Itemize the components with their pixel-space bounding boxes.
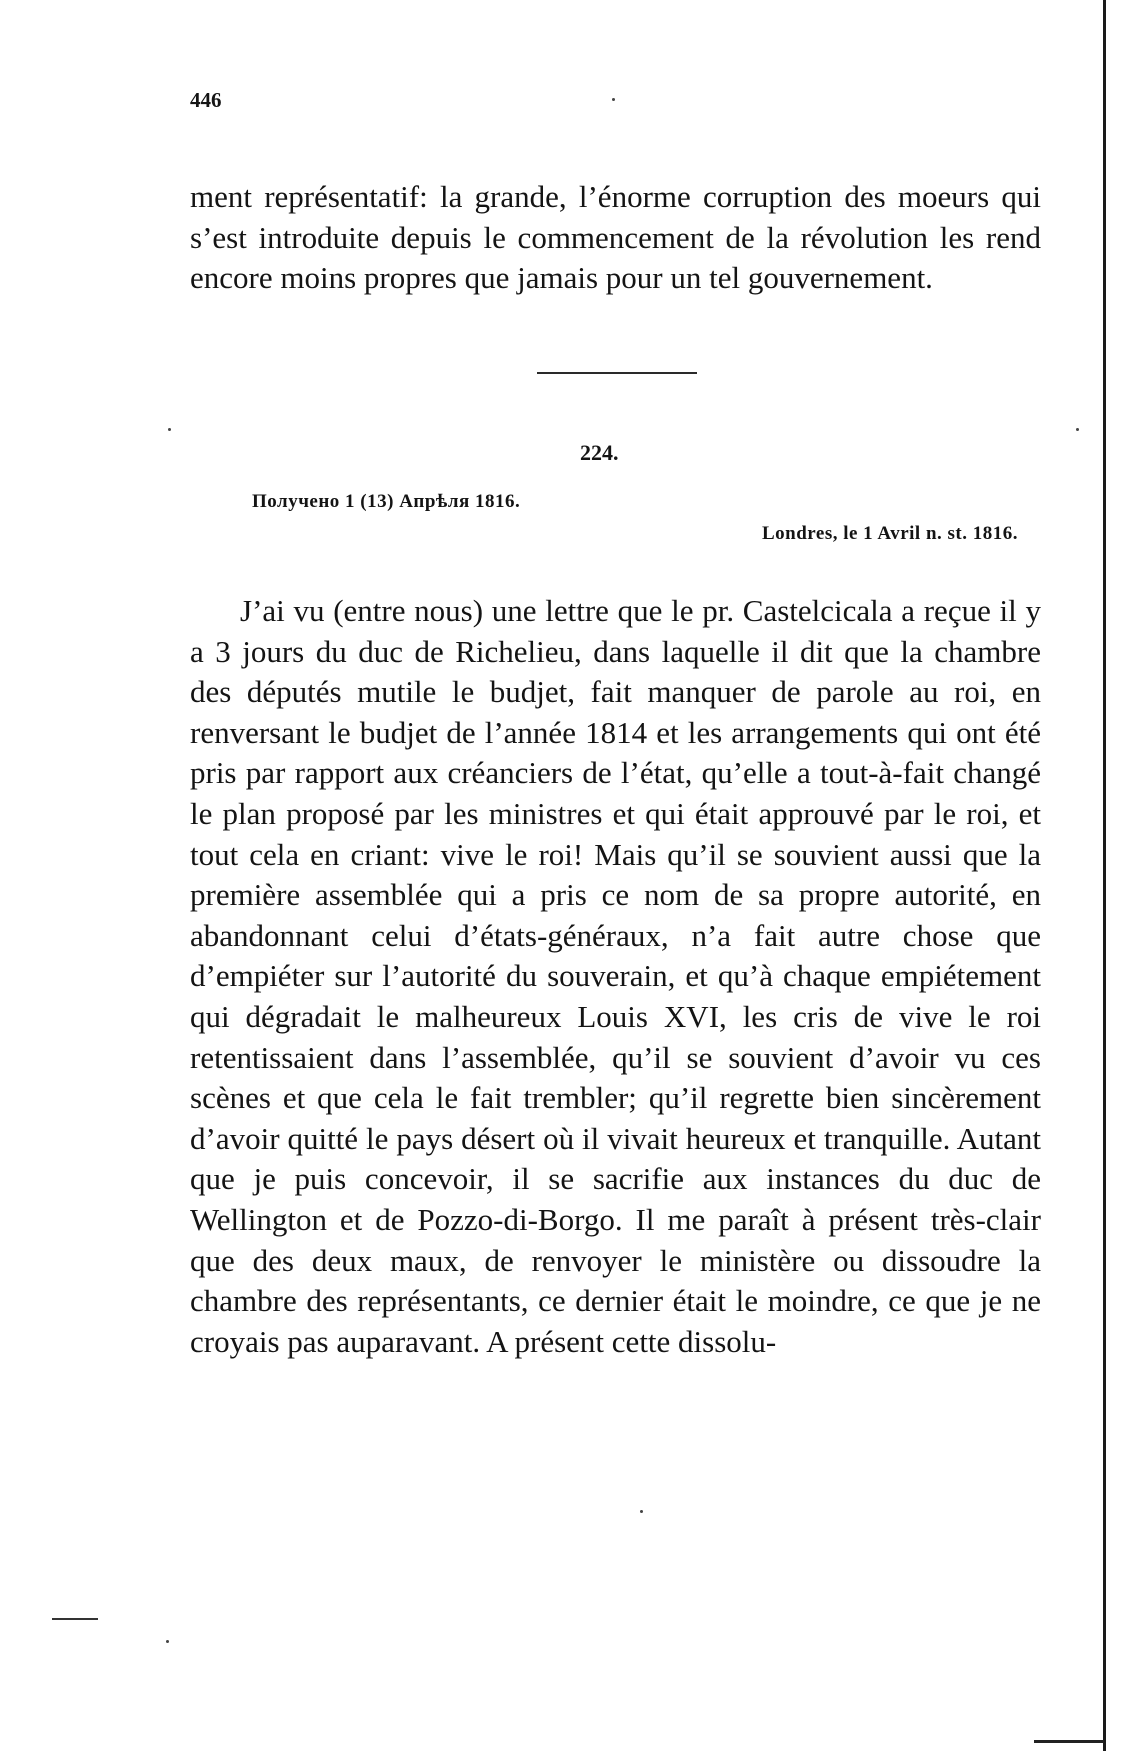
scan-speck <box>166 1640 169 1643</box>
corner-mark <box>1034 1740 1104 1743</box>
continued-paragraph: ment représentatif: la grande, l’énorme corruption des moeurs qui s’est introduite depuis le commencement de la révolution les rend encore moins propres que jamais pour un tel gouvernement. <box>190 179 1041 296</box>
page-binding-edge <box>1103 0 1106 1751</box>
letter-number: 224. <box>580 440 619 465</box>
scan-speck <box>1076 428 1079 431</box>
margin-mark <box>52 1618 98 1620</box>
letter-body: J’ai vu (entre nous) une lettre que le pr. Castelcicala a reçue il y a 3 jours du duc de Richelieu, dans laquelle il dit que la chambre des députés mutile le budjet, fait manquer de parole au roi, en renversant le budjet de l’année 1814 et les arrangements qui ont été pris par rapport aux créanciers de l’état, qu’elle a tout-à-fait changé le plan proposé par les ministres et qui était approuvé par le roi, et tout cela en criant: vive le roi! Mais qu’il se souvient aussi que la première assemblée qui a pris ce nom de sa propre autorité, en abandonnant celui d’états-généraux, n’a fait autre chose que d’empiéter sur l’autorité du souverain, et qu’à chaque empiétement qui dégradait le malheureux Louis XVI, les cris de vive le roi retentissaient dans l’assemblée, qu’il se souvient d’avoir vu ces scènes et que cela le fait trembler; qu’il regrette bien sincèrement d’avoir quitté le pays désert où il vivait heureux et tranquille. Autant que je puis concevoir, il se sacrifie aux instances du duc de Wellington et de Pozzo-di-Borgo. Il me paraît à présent très-clair que des deux maux, de renvoyer le ministère ou dissoudre la chambre des représentants, ce dernier était le moindre, ce que je ne croyais pas auparavant. A présent cette dissolu- <box>190 593 1041 1359</box>
scan-speck <box>168 428 171 431</box>
letter-place-date: Londres, le 1 Avril n. st. 1816. <box>762 523 1018 544</box>
scan-speck <box>640 1510 643 1513</box>
scan-speck <box>612 98 615 101</box>
received-date: Получено 1 (13) Апрѣля 1816. <box>252 491 521 512</box>
section-divider <box>537 372 697 374</box>
page-number: 446 <box>190 88 222 112</box>
